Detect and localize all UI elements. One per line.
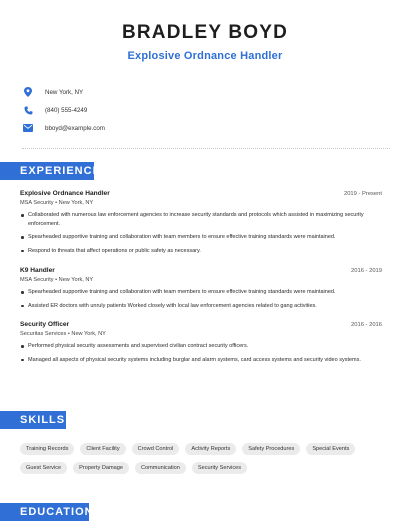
job-company-line: MSA Security • New York, NY xyxy=(20,200,94,206)
job-company-line: MSA Security • New York, NY xyxy=(20,277,94,283)
skill-chip: Property Damage xyxy=(73,462,129,474)
skill-chip: Crowd Control xyxy=(132,443,180,455)
job-location: New York, NY xyxy=(71,331,106,337)
education-heading: EDUCATION xyxy=(0,503,89,521)
job-entry xyxy=(20,321,382,369)
job-company: MSA Security xyxy=(20,277,54,283)
job-bullets xyxy=(20,288,382,310)
job-bullet: Respond to threats that affect operations or public safety as necessary. xyxy=(20,247,382,256)
header-divider xyxy=(22,148,390,149)
contact-email xyxy=(22,119,392,137)
skill-chip: Training Records xyxy=(20,443,74,455)
job-location: New York, NY xyxy=(58,200,94,206)
email-text: bboyd@example.com xyxy=(45,124,105,132)
contact-info xyxy=(22,83,392,137)
job-bullet: Collaborated with numerous law enforcement agencies to increase security standards and protocols which assisted in maximizing security enforcement. xyxy=(20,211,382,228)
job-dates: 2016 - 2019 xyxy=(351,268,382,274)
skill-chip: Guest Service xyxy=(20,462,67,474)
job-bullet: Assisted ER doctors with unruly patients Worked closely with local law enforcement agencies related to gang activities. xyxy=(20,302,382,311)
skill-chip: Activity Reports xyxy=(185,443,236,455)
skills-list xyxy=(20,443,392,474)
experience-heading: EXPERIENCE xyxy=(0,162,94,180)
skill-chip: Safety Procedures xyxy=(242,443,300,455)
job-title: K9 Handler xyxy=(20,267,55,274)
job-bullets xyxy=(20,342,382,364)
job-location: New York, NY xyxy=(58,277,94,283)
location-pin-icon xyxy=(23,87,33,97)
job-title: Explosive Ordnance Handler xyxy=(20,190,110,197)
job-company-line: Securitas Services • New York, NY xyxy=(20,331,106,337)
job-dates: 2019 - Present xyxy=(343,191,382,197)
job-bullet: Spearheaded supportive training and collaboration with team members to ensure effective training standards were maintained. xyxy=(20,288,382,297)
candidate-name: BRADLEY BOYD xyxy=(121,22,289,43)
skill-chip: Security Services xyxy=(192,462,247,474)
job-company: MSA Security xyxy=(20,200,54,206)
phone-text: (840) 555-4249 xyxy=(45,106,88,114)
skill-chip: Special Events xyxy=(306,443,355,455)
skill-chip: Communication xyxy=(135,462,186,474)
job-bullets xyxy=(20,211,382,255)
job-entry xyxy=(20,190,382,260)
phone-icon xyxy=(23,105,33,115)
resume-header xyxy=(0,22,410,62)
job-bullet: Performed physical security assessments and supervised civilian contract security officers. xyxy=(20,342,382,351)
job-dates: 2016 - 2016 xyxy=(351,322,382,328)
job-company: Securitas Services xyxy=(20,331,67,337)
email-icon xyxy=(23,123,33,133)
contact-phone xyxy=(22,101,392,119)
candidate-role: Explosive Ordnance Handler xyxy=(127,50,283,62)
location-text: New York, NY xyxy=(45,88,84,96)
skills-heading: SKILLS xyxy=(0,411,66,429)
contact-location xyxy=(22,83,392,101)
job-bullet: Spearheaded supportive training and collaboration with team members to ensure effective training standards were maintained. xyxy=(20,233,382,242)
job-title: Security Officer xyxy=(20,321,70,328)
job-bullet: Managed all aspects of physical security systems including burglar and alarm systems, card access systems and security video systems. xyxy=(20,356,382,365)
skill-chip: Client Facility xyxy=(80,443,125,455)
job-entry xyxy=(20,267,382,315)
